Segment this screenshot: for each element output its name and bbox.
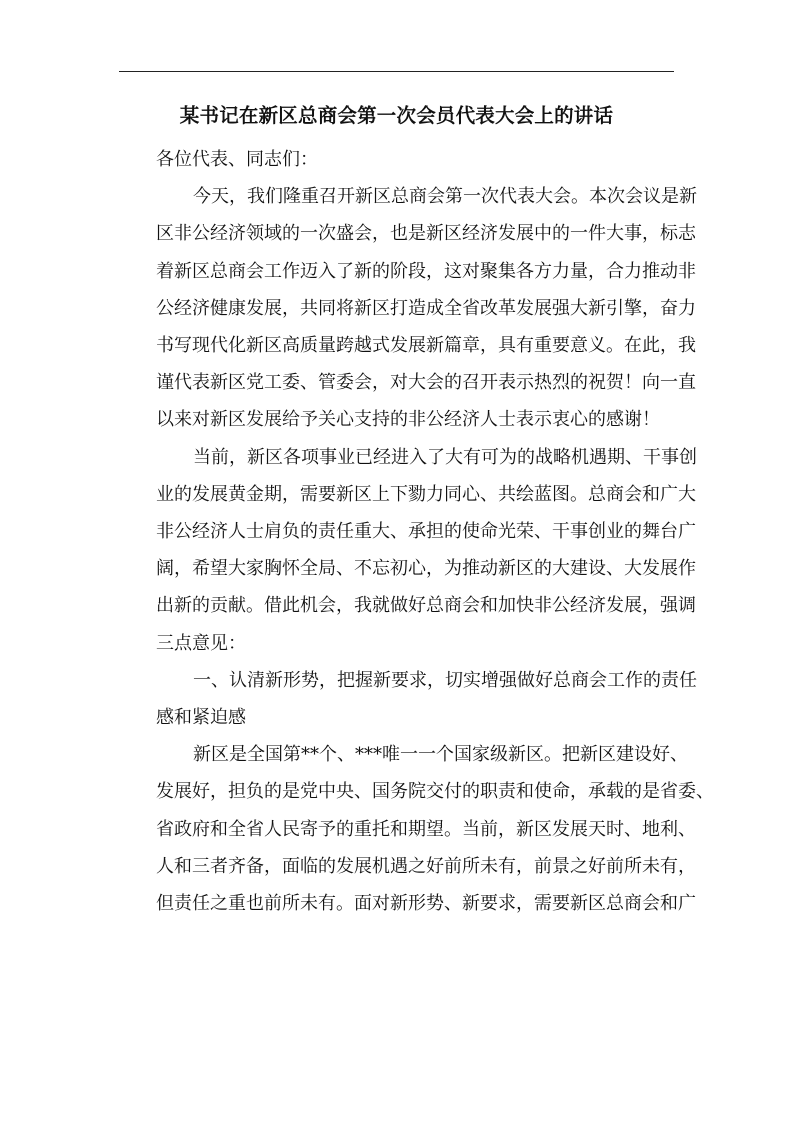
paragraph-line: 谨代表新区党工委、管委会，对大会的召开表示热烈的祝贺！向一直 <box>156 372 696 394</box>
paragraph-line: 但责任之重也前所未有。面对新形势、新要求，需要新区总商会和广 <box>156 893 696 915</box>
paragraph-line: 三点意见： <box>156 632 246 654</box>
paragraph-line: 以来对新区发展给予关心支持的非公经济人士表示衷心的感谢！ <box>156 409 660 431</box>
paragraph-line: 发展好，担负的是党中央、国务院交付的职责和使命，承载的是省委、 <box>156 781 714 803</box>
paragraph-1 <box>119 178 697 438</box>
paragraph-line: 今天，我们隆重召开新区总商会第一次代表大会。本次会议是新 <box>193 186 697 208</box>
paragraph-line: 当前，新区各项事业已经进入了大有可为的战略机遇期、干事创 <box>193 446 697 468</box>
paragraph-line: 区非公经济领域的一次盛会，也是新区经济发展中的一件大事，标志 <box>156 223 696 245</box>
document-body <box>119 141 714 922</box>
paragraph-line: 着新区总商会工作迈入了新的阶段，这对聚集各方力量，合力推动非 <box>156 260 696 282</box>
paragraph-line: 业的发展黄金期，需要新区上下勠力同心、共绘蓝图。总商会和广大 <box>156 483 696 505</box>
paragraph-line: 省政府和全省人民寄予的重托和期望。当前，新区发展天时、地利、 <box>156 818 696 840</box>
paragraph-3 <box>119 736 714 922</box>
header-rule <box>119 71 674 72</box>
salutation: 各位代表、同志们： <box>156 149 318 170</box>
section-heading-1 <box>119 662 697 736</box>
paragraph-line: 书写现代化新区高质量跨越式发展新篇章，具有重要意义。在此，我 <box>156 335 696 357</box>
paragraph-line: 新区是全国第**个、***唯一一个国家级新区。把新区建设好、 <box>193 744 688 766</box>
paragraph-line: 公经济健康发展，共同将新区打造成全省改革发展强大新引擎，奋力 <box>156 297 696 319</box>
paragraph-line: 出新的贡献。借此机会，我就做好总商会和加快非公经济发展，强调 <box>156 595 696 617</box>
paragraph-line: 非公经济人士肩负的责任重大、承担的使命光荣、干事创业的舞台广 <box>156 521 696 543</box>
paragraph-2 <box>119 439 697 662</box>
paragraph-line: 人和三者齐备，面临的发展机遇之好前所未有，前景之好前所未有， <box>156 855 696 877</box>
paragraph-line: 感和紧迫感 <box>156 707 246 729</box>
document-title: 某书记在新区总商会第一次会员代表大会上的讲话 <box>179 104 614 127</box>
paragraph-line: 阔，希望大家胸怀全局、不忘初心，为推动新区的大建设、大发展作 <box>156 558 696 580</box>
paragraph-line: 一、认清新形势，把握新要求，切实增强做好总商会工作的责任 <box>193 669 697 691</box>
